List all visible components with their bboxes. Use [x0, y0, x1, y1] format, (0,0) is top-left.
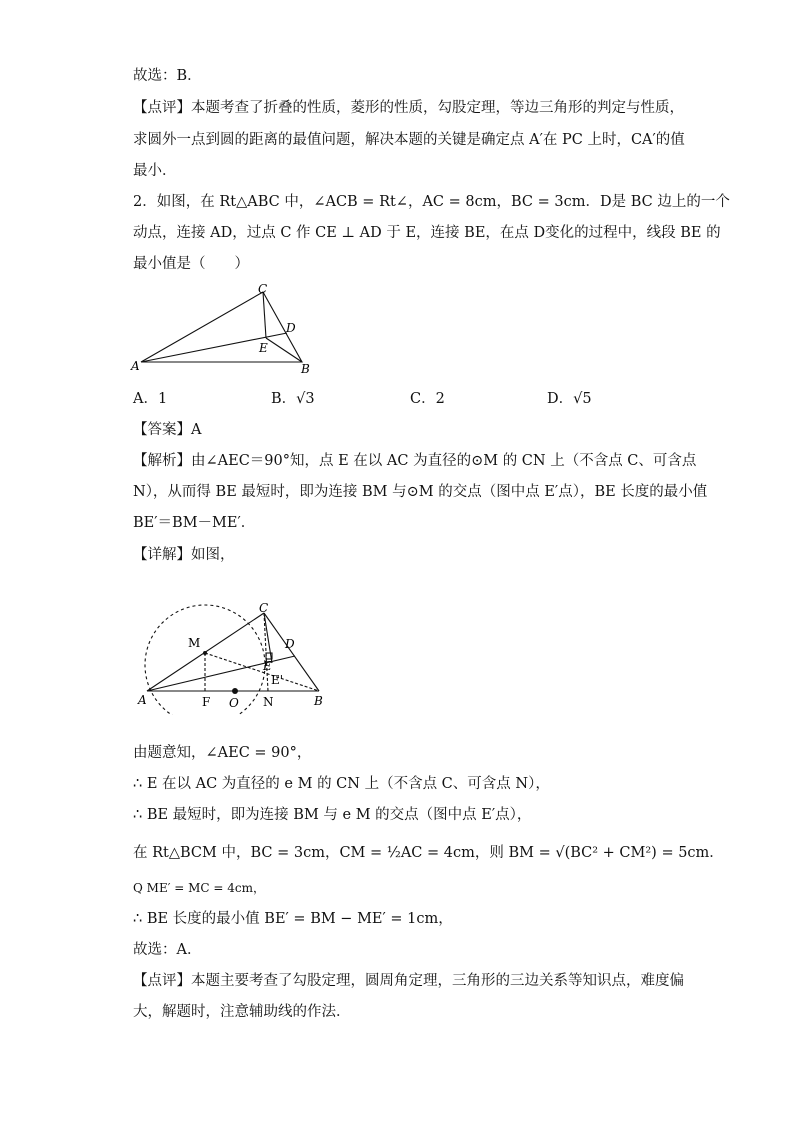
answer-line: 【答案】A: [133, 422, 202, 438]
prev-review-line-2: 求圆外一点到圆的距离的最值问题，解决本题的关键是确定点 A′在 PC 上时，CA′的值: [133, 132, 685, 148]
fig2-label-e: E: [263, 659, 272, 673]
solution-line-4: 在 Rt△BCM 中，BC = 3cm，CM = ½AC = 4cm，则 BM = √(BC² + CM²) = 5cm．: [133, 845, 724, 861]
fig2-label-d: D: [285, 637, 295, 651]
question-line-2: 动点，连接 AD，过点 C 作 CE ⊥ AD 于 E，连接 BE，在点 D变化的过程中，线段 BE 的: [133, 225, 721, 241]
fig2-label-o: O: [229, 696, 239, 710]
triangle-figure: [128, 282, 318, 377]
question-line-1: 2．如图，在 Rt△ABC 中，∠ACB = Rt∠，AC = 8cm，BC = 3cm．D是 BC 边上的一个: [133, 194, 730, 210]
solution-line-3: ∴ BE 最短时，即为连接 BM 与 e M 的交点（图中点 E′点），: [133, 807, 532, 823]
circle-construction-figure: [133, 585, 333, 715]
prev-review-line-3: 最小．: [133, 163, 177, 179]
fig1-label-a: A: [131, 359, 140, 373]
fig2-label-c: C: [259, 601, 269, 615]
solution-line-6: ∴ BE 长度的最小值 BE′ = BM − ME′ = 1cm，: [133, 911, 453, 927]
fig2-label-m: M: [188, 636, 201, 650]
review-line-1: 【点评】本题主要考查了勾股定理，圆周角定理，三角形的三边关系等知识点，难度偏: [133, 973, 684, 989]
fig2-label-n: N: [263, 695, 274, 709]
fig1-label-b: B: [301, 362, 310, 376]
fig2-label-a: A: [138, 693, 147, 707]
fig2-label-e-prime: E': [271, 673, 284, 687]
review-line-2: 大，解题时，注意辅助线的作法．: [133, 1004, 351, 1020]
prev-review-line-1: 【点评】本题考查了折叠的性质，菱形的性质，勾股定理，等边三角形的判定与性质，: [133, 100, 684, 116]
solution-line-2: ∴ E 在以 AC 为直径的 e M 的 CN 上（不含点 C、可含点 N），: [133, 776, 550, 792]
prev-answer-line: 故选：B．: [133, 68, 202, 84]
solution-line-7: 故选：A．: [133, 942, 202, 958]
analysis-line-3: BE′＝BM－ME′．: [133, 515, 256, 531]
fig1-label-d: D: [286, 321, 296, 335]
option-c: C．2: [410, 391, 445, 407]
detail-heading: 【详解】如图，: [133, 547, 235, 563]
question-line-3: 最小值是（ ）: [133, 256, 249, 272]
analysis-line-1: 【解析】由∠AEC＝90°知，点 E 在以 AC 为直径的⊙M 的 CN 上（不含点 C、可含点: [133, 453, 697, 469]
fig1-label-e: E: [259, 341, 268, 355]
analysis-line-2: N），从而得 BE 最短时，即为连接 BM 与⊙M 的交点（图中点 E′点），BE 长度的最小值: [133, 484, 708, 500]
solution-line-1: 由题意知，∠AEC = 90°，: [133, 745, 312, 761]
option-b: B．√3: [271, 391, 315, 407]
fig2-label-b: B: [314, 694, 323, 708]
solution-line-5: Q ME′ = MC = 4cm，: [133, 881, 265, 895]
fig2-label-f: F: [202, 695, 211, 709]
option-a: A．1: [133, 391, 168, 407]
option-d: D．√5: [547, 391, 592, 407]
fig1-label-c: C: [258, 282, 268, 296]
